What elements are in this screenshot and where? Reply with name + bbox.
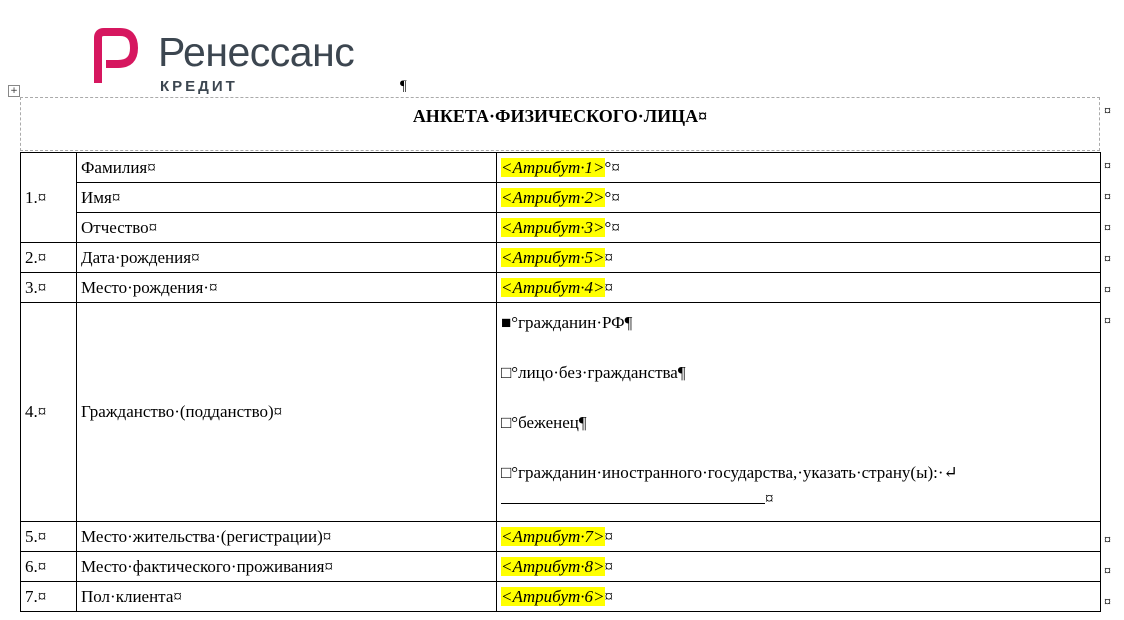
table-row: [21, 303, 1101, 522]
row-end-mark: ¤: [1104, 595, 1111, 610]
field-label: Фамилия¤: [77, 153, 497, 183]
attribute-placeholder[interactable]: <Атрибут·8>: [501, 556, 605, 576]
row-end-mark: ¤: [1104, 564, 1111, 579]
field-value[interactable]: [497, 243, 1101, 273]
row-end-mark: ¤: [1104, 283, 1111, 298]
row-number: 2.¤: [21, 243, 77, 273]
checkbox-icon[interactable]: □: [501, 363, 512, 382]
logo-sub: КРЕДИТ: [160, 78, 238, 95]
citizenship-option[interactable]: [501, 361, 1096, 385]
cell-tail: ¤: [604, 247, 614, 267]
citizenship-options: [497, 303, 1101, 522]
cell-tail: ¤: [604, 556, 614, 576]
table-row: [21, 243, 1101, 273]
table-row: [21, 153, 1101, 183]
table-row: [21, 213, 1101, 243]
citizenship-option[interactable]: [501, 411, 1096, 435]
cell-tail: ¤: [604, 586, 614, 606]
checkbox-icon[interactable]: □: [501, 413, 512, 432]
field-label: Отчество¤: [77, 213, 497, 243]
table-row: [21, 273, 1101, 303]
row-end-mark: ¤: [1104, 104, 1111, 119]
row-number: 3.¤: [21, 273, 77, 303]
row-end-mark: ¤: [1104, 190, 1111, 205]
table-row: [21, 582, 1101, 612]
title-cell: [20, 97, 1100, 151]
field-value[interactable]: [497, 552, 1101, 582]
checkbox-icon[interactable]: □: [501, 463, 512, 482]
cell-tail: ¤: [604, 526, 614, 546]
row-number: 7.¤: [21, 582, 77, 612]
row-number: 5.¤: [21, 522, 77, 552]
logo-name: Ренессанс: [158, 29, 355, 75]
table-row: [21, 183, 1101, 213]
country-line[interactable]: [501, 485, 1096, 511]
field-label: Дата·рождения¤: [77, 243, 497, 273]
field-label: Имя¤: [77, 183, 497, 213]
option-label: °гражданин·иностранного·государства,·указать·страну(ы):·↵: [511, 463, 958, 482]
option-label: °беженец¶: [511, 413, 587, 432]
cell-tail: °¤: [604, 217, 620, 237]
field-label: Гражданство·(подданство)¤: [77, 303, 497, 522]
field-label: Пол·клиента¤: [77, 582, 497, 612]
cell-tail: °¤: [604, 187, 620, 207]
field-value[interactable]: [497, 582, 1101, 612]
field-value[interactable]: [497, 213, 1101, 243]
field-label: Место·рождения·¤: [77, 273, 497, 303]
table-row: [21, 552, 1101, 582]
row-end-mark: ¤: [1104, 159, 1111, 174]
page-title: АНКЕТА·ФИЗИЧЕСКОГО·ЛИЦА¤: [412, 106, 708, 126]
cell-end-mark: ¤: [765, 489, 774, 508]
attribute-placeholder[interactable]: <Атрибут·2>: [501, 187, 605, 207]
attribute-placeholder[interactable]: <Атрибут·5>: [501, 247, 605, 267]
field-value[interactable]: [497, 153, 1101, 183]
row-end-mark: ¤: [1104, 221, 1111, 236]
row-number: 4.¤: [21, 303, 77, 522]
citizenship-option[interactable]: [501, 311, 1096, 335]
field-label: Место·жительства·(регистрации)¤: [77, 522, 497, 552]
row-number: 6.¤: [21, 552, 77, 582]
option-label: °лицо·без·гражданства¶: [511, 363, 686, 382]
cell-tail: °¤: [604, 157, 620, 177]
attribute-placeholder[interactable]: <Атрибут·1>: [501, 157, 605, 177]
table-move-handle-icon[interactable]: +: [8, 85, 20, 97]
field-value[interactable]: [497, 183, 1101, 213]
option-label: °гражданин·РФ¶: [511, 313, 633, 332]
field-value[interactable]: [497, 273, 1101, 303]
country-input-line[interactable]: [501, 485, 765, 504]
field-label: Место·фактического·проживания¤: [77, 552, 497, 582]
row-number: 1.¤: [21, 153, 77, 243]
attribute-placeholder[interactable]: <Атрибут·6>: [501, 586, 605, 606]
row-end-mark: ¤: [1104, 314, 1111, 329]
row-end-mark: ¤: [1104, 252, 1111, 267]
field-value[interactable]: [497, 522, 1101, 552]
row-end-mark: ¤: [1104, 533, 1111, 548]
renaissance-logo-icon: [90, 28, 138, 83]
attribute-placeholder[interactable]: <Атрибут·3>: [501, 217, 605, 237]
attribute-placeholder[interactable]: <Атрибут·7>: [501, 526, 605, 546]
checkbox-checked-icon[interactable]: ■: [501, 313, 512, 332]
cell-tail: ¤: [604, 277, 614, 297]
form-table: [20, 152, 1101, 612]
attribute-placeholder[interactable]: <Атрибут·4>: [501, 277, 605, 297]
citizenship-option[interactable]: [501, 461, 1096, 485]
table-row: [21, 522, 1101, 552]
paragraph-mark: ¶: [400, 78, 407, 94]
